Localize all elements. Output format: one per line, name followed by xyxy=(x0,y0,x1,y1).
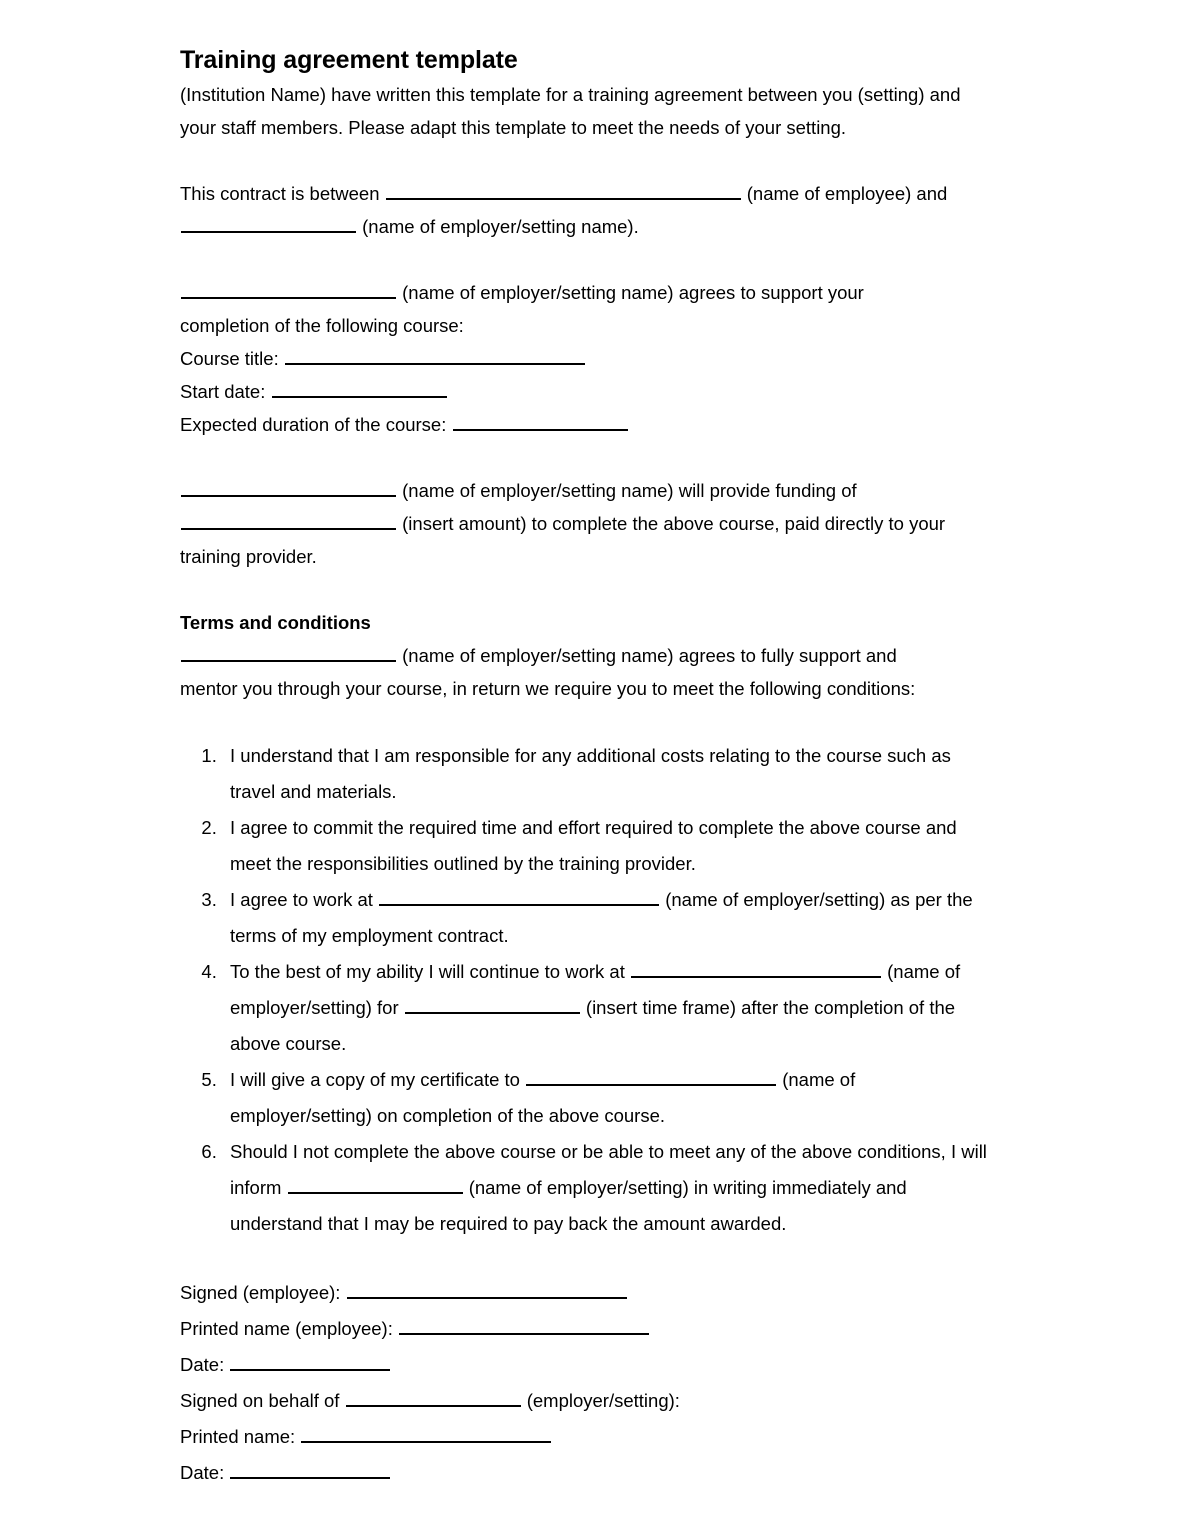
funding-line-1-label: (name of employer/setting name) will provide funding of xyxy=(402,480,857,501)
printed-name-employee-line xyxy=(180,1311,1001,1347)
parties-lead-text: This contract is between xyxy=(180,183,380,204)
date-employer-blank[interactable] xyxy=(230,1462,390,1479)
signed-employee-line xyxy=(180,1275,1001,1311)
list-item xyxy=(222,1062,1001,1134)
date-employer-line xyxy=(180,1455,1001,1491)
duration-blank[interactable] xyxy=(453,414,628,431)
signed-behalf-suffix: (employer/setting): xyxy=(526,1390,680,1411)
spacer xyxy=(180,573,1001,606)
list-item xyxy=(222,810,1001,882)
start-date-line xyxy=(180,375,1001,408)
printed-name-blank[interactable] xyxy=(301,1426,551,1443)
funding-section xyxy=(180,474,1001,573)
funding-line-3: training provider. xyxy=(180,546,317,567)
parties-section xyxy=(180,177,1001,243)
condition-6-text-after: (name of employer/setting) in writing immediately and understand that I may be required to pay back the amount awarded. xyxy=(230,1177,907,1234)
conditions-list xyxy=(180,738,1001,1242)
duration-label: Expected duration of the course: xyxy=(180,414,447,435)
employee-name-blank[interactable] xyxy=(386,183,741,200)
terms-intro-line-1 xyxy=(180,639,1001,672)
spacer xyxy=(180,441,1001,474)
date-employee-blank[interactable] xyxy=(230,1354,390,1371)
intro-paragraph: (Institution Name) have written this template for a training agreement between you (setting) and your staff members. Please adapt this template to meet the needs of your setting. xyxy=(180,84,961,138)
condition-5-text-after: (name of employer/setting) on completion of the above course. xyxy=(230,1069,856,1126)
condition-5-blank[interactable] xyxy=(526,1069,776,1086)
date-employee-label: Date: xyxy=(180,1354,225,1375)
printed-name-employee-blank[interactable] xyxy=(399,1318,649,1335)
course-title-blank[interactable] xyxy=(285,348,585,365)
signature-section xyxy=(180,1275,1001,1491)
signed-behalf-line xyxy=(180,1383,1001,1419)
condition-4-text-after: (insert time frame) after the completion of the above course. xyxy=(230,997,956,1054)
condition-3-blank[interactable] xyxy=(379,889,659,906)
printed-name-line xyxy=(180,1419,1001,1455)
terms-heading: Terms and conditions xyxy=(180,612,371,633)
funding-employer-blank[interactable] xyxy=(181,480,396,497)
condition-6-blank[interactable] xyxy=(288,1177,463,1194)
parties-line-2 xyxy=(180,210,1001,243)
condition-3-text-after: (name of employer/setting) as per the terms of my employment contract. xyxy=(230,889,973,946)
condition-4-blank-employer[interactable] xyxy=(631,961,881,978)
support-line-1 xyxy=(180,276,1001,309)
employee-name-label: (name of employee) and xyxy=(746,183,948,204)
condition-4-text-before: To the best of my ability I will continue to work at xyxy=(230,961,625,982)
parties-line-1 xyxy=(180,177,1001,210)
terms-intro-label: (name of employer/setting name) agrees to fully support and xyxy=(402,645,897,666)
terms-section xyxy=(180,606,1001,1242)
signed-behalf-blank[interactable] xyxy=(346,1390,521,1407)
support-section xyxy=(180,276,1001,441)
course-title-label: Course title: xyxy=(180,348,279,369)
signed-behalf-label: Signed on behalf of xyxy=(180,1390,340,1411)
list-item xyxy=(222,738,1001,810)
support-employer-blank[interactable] xyxy=(181,282,396,299)
spacer xyxy=(180,144,1001,177)
start-date-blank[interactable] xyxy=(272,381,447,398)
condition-4-blank-timeframe[interactable] xyxy=(405,997,580,1014)
employer-name-blank[interactable] xyxy=(181,216,356,233)
condition-4-text-mid: (name of employer/setting) for xyxy=(230,961,961,1018)
condition-3-text-before: I agree to work at xyxy=(230,889,373,910)
date-employee-line xyxy=(180,1347,1001,1383)
spacer xyxy=(180,243,1001,276)
funding-line-2 xyxy=(180,507,1001,540)
start-date-label: Start date: xyxy=(180,381,266,402)
page-title: Training agreement template xyxy=(180,46,518,74)
terms-employer-blank[interactable] xyxy=(181,645,396,662)
course-title-line xyxy=(180,342,1001,375)
terms-intro-line-2: mentor you through your course, in return we require you to meet the following conditions: xyxy=(180,678,916,699)
support-continuation: completion of the following course: xyxy=(180,315,464,336)
list-item xyxy=(222,954,1001,1062)
condition-6-text-before: Should I not complete the above course or be able to meet any of the above conditions, I will inform xyxy=(230,1141,987,1198)
spacer xyxy=(180,1242,1001,1275)
signed-employee-blank[interactable] xyxy=(347,1282,627,1299)
signed-employee-label: Signed (employee): xyxy=(180,1282,341,1303)
support-employer-label: (name of employer/setting name) agrees to support your xyxy=(402,282,864,303)
funding-line-1 xyxy=(180,474,1001,507)
date-employer-label: Date: xyxy=(180,1462,225,1483)
funding-line-2-label: (insert amount) to complete the above course, paid directly to your xyxy=(402,513,946,534)
duration-line xyxy=(180,408,1001,441)
condition-1-text: I understand that I am responsible for any additional costs relating to the course such as travel and materials. xyxy=(230,745,951,802)
funding-amount-blank[interactable] xyxy=(181,513,396,530)
employer-name-label: (name of employer/setting name). xyxy=(362,216,639,237)
list-item xyxy=(222,882,1001,954)
spacer xyxy=(180,705,1001,738)
printed-name-label: Printed name: xyxy=(180,1426,296,1447)
condition-2-text: I agree to commit the required time and effort required to complete the above course and meet the responsibilities outlined by the training provider. xyxy=(230,817,957,874)
condition-5-text-before: I will give a copy of my certificate to xyxy=(230,1069,520,1090)
printed-name-employee-label: Printed name (employee): xyxy=(180,1318,393,1339)
list-item xyxy=(222,1134,1001,1242)
